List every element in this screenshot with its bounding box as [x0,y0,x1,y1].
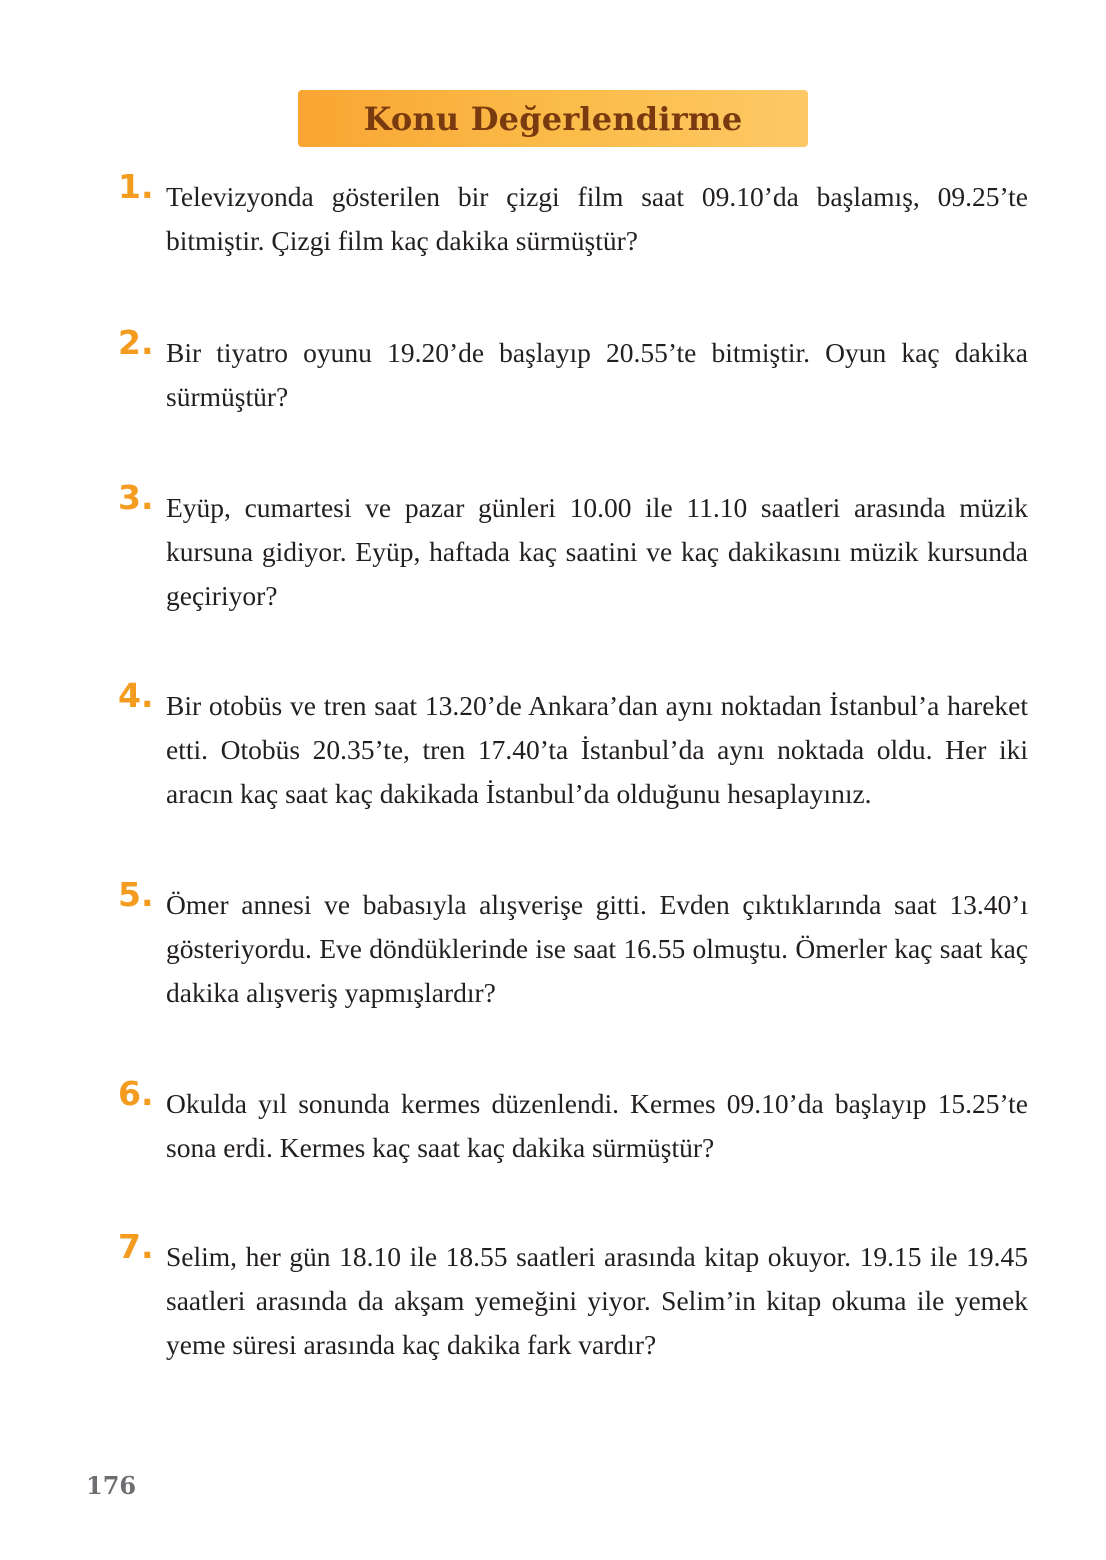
page-title: Konu Değerlendirme [363,99,743,138]
question-number: 7. [118,1227,154,1266]
question-number: 2. [118,323,154,362]
question-item [118,676,1028,816]
question-text: Ömer annesi ve babasıyla alışverişe gitti. Evden çıktıklarında saat 13.40’ı gösteriyordu. Eve döndüklerinde ise saat 16.55 olmuştu. Ömerler kaç saat kaç dakika alışveriş yapmışlardır? [166,889,1028,1008]
question-item [118,167,1028,263]
question-item [118,323,1028,419]
question-text: Bir otobüs ve tren saat 13.20’de Ankara’dan aynı noktadan İstanbul’a hareket etti. Otobüs 20.35’te, tren 17.40’ta İstanbul’da aynı noktada oldu. Her iki aracın kaç saat kaç dakikada İstanbul’da olduğunu hesaplayınız. [166,690,1028,809]
question-number: 1. [118,167,154,206]
question-text: Televizyonda gösterilen bir çizgi film saat 09.10’da başlamış, 09.25’te bitmiştir. Çizgi film kaç dakika sürmüştür? [166,181,1028,256]
question-item [118,875,1028,1015]
question-number: 3. [118,478,154,517]
question-number: 4. [118,676,154,715]
question-text: Okulda yıl sonunda kermes düzenlendi. Kermes 09.10’da başlayıp 15.25’te sona erdi. Kermes kaç saat kaç dakika sürmüştür? [166,1088,1028,1163]
question-text: Eyüp, cumartesi ve pazar günleri 10.00 ile 11.10 saatleri arasında müzik kursuna gidiyor. Eyüp, haftada kaç saatini ve kaç dakikasını müzik kursunda geçiriyor? [166,492,1028,611]
page-number: 176 [86,1471,137,1500]
question-text: Bir tiyatro oyunu 19.20’de başlayıp 20.55’te bitmiştir. Oyun kaç dakika sürmüştür? [166,337,1028,412]
question-item [118,1227,1028,1367]
question-number: 6. [118,1074,154,1113]
title-banner [298,90,808,147]
question-item [118,1074,1028,1170]
question-text: Selim, her gün 18.10 ile 18.55 saatleri arasında kitap okuyor. 19.15 ile 19.45 saatleri arasında da akşam yemeğini yiyor. Selim’in kitap okuma ile yemek yeme süresi arasında kaç dakika fark vardır? [166,1241,1028,1360]
question-item [118,478,1028,618]
question-number: 5. [118,875,154,914]
